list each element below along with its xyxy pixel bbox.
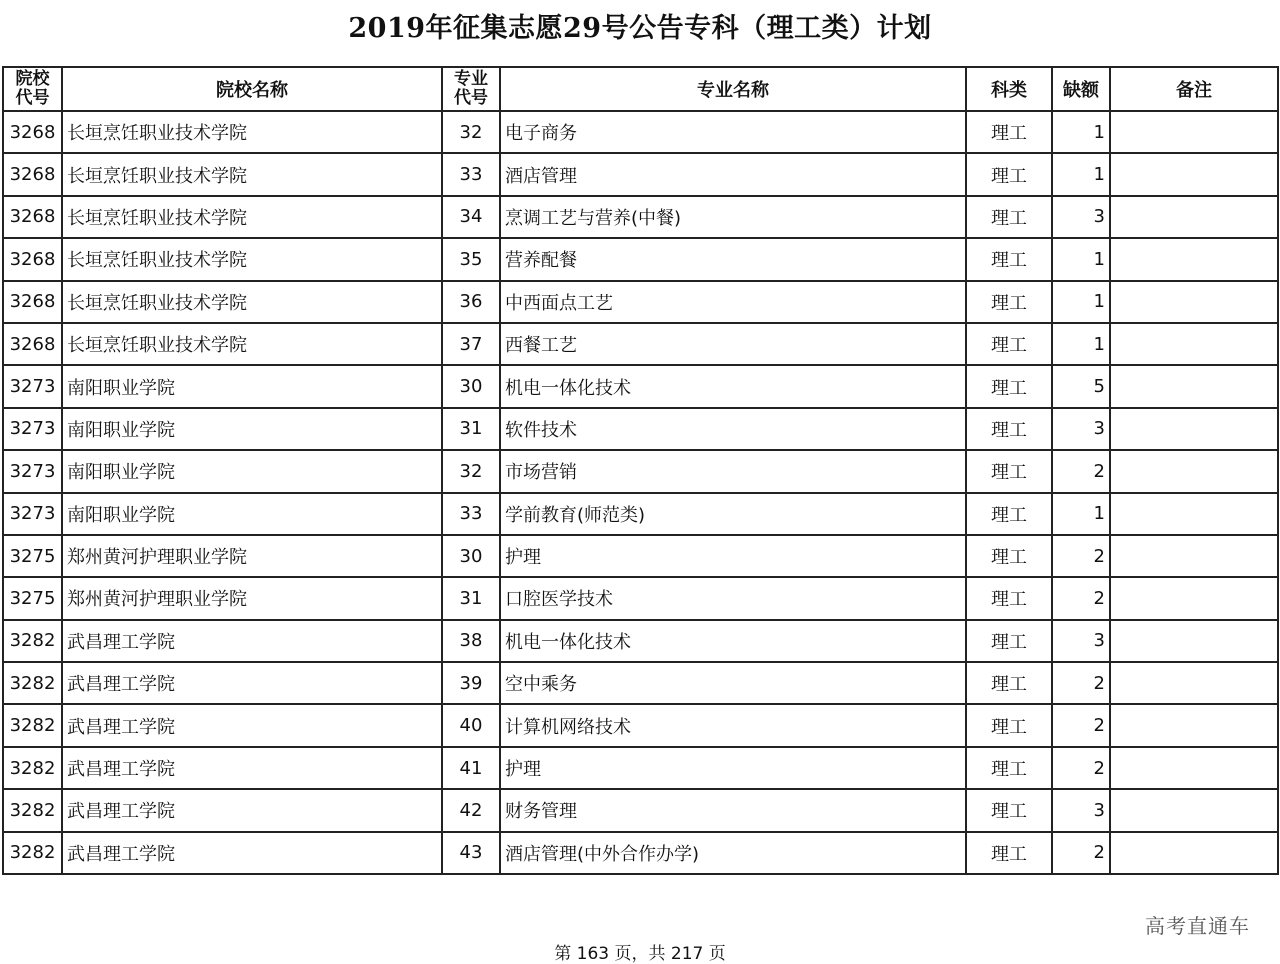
cell-school-name: 南阳职业学院 bbox=[62, 493, 442, 535]
cell-remarks bbox=[1110, 577, 1278, 619]
cell-school-name: 长垣烹饪职业技术学院 bbox=[62, 196, 442, 238]
cell-major-name: 软件技术 bbox=[500, 408, 966, 450]
cell-remarks bbox=[1110, 747, 1278, 789]
cell-category: 理工 bbox=[966, 747, 1052, 789]
cell-remarks bbox=[1110, 535, 1278, 577]
cell-category: 理工 bbox=[966, 111, 1052, 153]
cell-quota: 1 bbox=[1052, 111, 1110, 153]
cell-quota: 2 bbox=[1052, 747, 1110, 789]
cell-quota: 1 bbox=[1052, 493, 1110, 535]
cell-school-code: 3282 bbox=[3, 620, 62, 662]
cell-quota: 3 bbox=[1052, 196, 1110, 238]
admission-plan-table bbox=[2, 66, 1279, 875]
table-row bbox=[3, 450, 1278, 492]
cell-school-code: 3282 bbox=[3, 747, 62, 789]
cell-quota: 3 bbox=[1052, 408, 1110, 450]
cell-school-name: 郑州黄河护理职业学院 bbox=[62, 535, 442, 577]
cell-quota: 2 bbox=[1052, 662, 1110, 704]
cell-school-code: 3268 bbox=[3, 238, 62, 280]
table-row bbox=[3, 408, 1278, 450]
cell-school-name: 武昌理工学院 bbox=[62, 789, 442, 831]
cell-school-name: 南阳职业学院 bbox=[62, 450, 442, 492]
table-row bbox=[3, 704, 1278, 746]
cell-major-name: 市场营销 bbox=[500, 450, 966, 492]
cell-category: 理工 bbox=[966, 238, 1052, 280]
cell-major-name: 酒店管理 bbox=[500, 153, 966, 195]
cell-major-code: 34 bbox=[442, 196, 500, 238]
cell-major-code: 32 bbox=[442, 450, 500, 492]
cell-major-code: 30 bbox=[442, 535, 500, 577]
header-major-name: 专业名称 bbox=[500, 67, 966, 111]
cell-category: 理工 bbox=[966, 577, 1052, 619]
cell-remarks bbox=[1110, 153, 1278, 195]
cell-remarks bbox=[1110, 493, 1278, 535]
table-row bbox=[3, 238, 1278, 280]
cell-school-code: 3268 bbox=[3, 111, 62, 153]
header-major-code-line2: 代号 bbox=[454, 88, 488, 108]
table-row bbox=[3, 323, 1278, 365]
cell-category: 理工 bbox=[966, 535, 1052, 577]
table-row bbox=[3, 832, 1278, 874]
table-row bbox=[3, 620, 1278, 662]
cell-school-name: 长垣烹饪职业技术学院 bbox=[62, 111, 442, 153]
table-row bbox=[3, 196, 1278, 238]
cell-school-name: 长垣烹饪职业技术学院 bbox=[62, 238, 442, 280]
cell-major-code: 40 bbox=[442, 704, 500, 746]
header-school-code-line1: 院校 bbox=[15, 69, 50, 89]
cell-school-name: 武昌理工学院 bbox=[62, 620, 442, 662]
cell-remarks bbox=[1110, 704, 1278, 746]
cell-major-code: 33 bbox=[442, 153, 500, 195]
cell-remarks bbox=[1110, 365, 1278, 407]
table-row bbox=[3, 535, 1278, 577]
cell-category: 理工 bbox=[966, 153, 1052, 195]
cell-category: 理工 bbox=[966, 832, 1052, 874]
table-row bbox=[3, 111, 1278, 153]
cell-major-code: 33 bbox=[442, 493, 500, 535]
cell-major-name: 护理 bbox=[500, 535, 966, 577]
cell-major-name: 护理 bbox=[500, 747, 966, 789]
cell-school-code: 3273 bbox=[3, 408, 62, 450]
cell-school-code: 3282 bbox=[3, 789, 62, 831]
table-row bbox=[3, 662, 1278, 704]
cell-major-name: 口腔医学技术 bbox=[500, 577, 966, 619]
cell-major-code: 42 bbox=[442, 789, 500, 831]
cell-school-name: 武昌理工学院 bbox=[62, 662, 442, 704]
header-school-code-line2: 代号 bbox=[15, 88, 50, 108]
cell-category: 理工 bbox=[966, 365, 1052, 407]
cell-major-code: 36 bbox=[442, 281, 500, 323]
cell-major-code: 43 bbox=[442, 832, 500, 874]
cell-major-name: 电子商务 bbox=[500, 111, 966, 153]
cell-school-code: 3268 bbox=[3, 323, 62, 365]
cell-school-name: 郑州黄河护理职业学院 bbox=[62, 577, 442, 619]
cell-category: 理工 bbox=[966, 704, 1052, 746]
cell-major-name: 机电一体化技术 bbox=[500, 620, 966, 662]
cell-school-name: 长垣烹饪职业技术学院 bbox=[62, 153, 442, 195]
page-title: 2019年征集志愿29号公告专科（理工类）计划 bbox=[348, 13, 932, 44]
cell-major-code: 39 bbox=[442, 662, 500, 704]
table-row bbox=[3, 281, 1278, 323]
cell-major-name: 西餐工艺 bbox=[500, 323, 966, 365]
cell-category: 理工 bbox=[966, 620, 1052, 662]
cell-school-name: 武昌理工学院 bbox=[62, 747, 442, 789]
cell-major-code: 35 bbox=[442, 238, 500, 280]
cell-school-code: 3275 bbox=[3, 577, 62, 619]
cell-school-code: 3268 bbox=[3, 196, 62, 238]
cell-remarks bbox=[1110, 323, 1278, 365]
cell-quota: 1 bbox=[1052, 238, 1110, 280]
cell-quota: 5 bbox=[1052, 365, 1110, 407]
cell-major-code: 30 bbox=[442, 365, 500, 407]
table-row bbox=[3, 577, 1278, 619]
cell-school-code: 3273 bbox=[3, 450, 62, 492]
cell-remarks bbox=[1110, 111, 1278, 153]
cell-major-code: 31 bbox=[442, 577, 500, 619]
cell-category: 理工 bbox=[966, 281, 1052, 323]
cell-remarks bbox=[1110, 196, 1278, 238]
cell-school-code: 3282 bbox=[3, 662, 62, 704]
cell-school-code: 3273 bbox=[3, 365, 62, 407]
header-major-code bbox=[442, 67, 500, 111]
cell-major-name: 财务管理 bbox=[500, 789, 966, 831]
header-major-code-line1: 专业 bbox=[454, 69, 488, 89]
cell-category: 理工 bbox=[966, 323, 1052, 365]
cell-school-code: 3273 bbox=[3, 493, 62, 535]
cell-major-code: 32 bbox=[442, 111, 500, 153]
cell-remarks bbox=[1110, 620, 1278, 662]
cell-category: 理工 bbox=[966, 662, 1052, 704]
table-row bbox=[3, 365, 1278, 407]
cell-quota: 1 bbox=[1052, 281, 1110, 323]
table-row bbox=[3, 153, 1278, 195]
cell-quota: 2 bbox=[1052, 577, 1110, 619]
cell-quota: 1 bbox=[1052, 153, 1110, 195]
cell-school-code: 3268 bbox=[3, 153, 62, 195]
table-row bbox=[3, 789, 1278, 831]
cell-major-name: 计算机网络技术 bbox=[500, 704, 966, 746]
cell-major-name: 酒店管理(中外合作办学) bbox=[500, 832, 966, 874]
cell-major-code: 38 bbox=[442, 620, 500, 662]
cell-school-code: 3268 bbox=[3, 281, 62, 323]
cell-quota: 3 bbox=[1052, 789, 1110, 831]
table-row bbox=[3, 747, 1278, 789]
cell-major-name: 空中乘务 bbox=[500, 662, 966, 704]
cell-school-name: 武昌理工学院 bbox=[62, 832, 442, 874]
cell-remarks bbox=[1110, 832, 1278, 874]
cell-quota: 2 bbox=[1052, 832, 1110, 874]
cell-major-name: 营养配餐 bbox=[500, 238, 966, 280]
header-school-name: 院校名称 bbox=[62, 67, 442, 111]
cell-category: 理工 bbox=[966, 196, 1052, 238]
cell-major-name: 学前教育(师范类) bbox=[500, 493, 966, 535]
cell-quota: 2 bbox=[1052, 450, 1110, 492]
header-school-code bbox=[3, 67, 62, 111]
cell-remarks bbox=[1110, 238, 1278, 280]
header-category: 科类 bbox=[966, 67, 1052, 111]
cell-school-code: 3282 bbox=[3, 704, 62, 746]
page-footer: 第 163 页，共 217 页 bbox=[554, 944, 726, 964]
cell-quota: 2 bbox=[1052, 704, 1110, 746]
cell-school-code: 3282 bbox=[3, 832, 62, 874]
cell-category: 理工 bbox=[966, 493, 1052, 535]
cell-major-code: 41 bbox=[442, 747, 500, 789]
cell-school-name: 长垣烹饪职业技术学院 bbox=[62, 281, 442, 323]
cell-category: 理工 bbox=[966, 789, 1052, 831]
cell-major-name: 中西面点工艺 bbox=[500, 281, 966, 323]
cell-major-name: 机电一体化技术 bbox=[500, 365, 966, 407]
cell-school-name: 南阳职业学院 bbox=[62, 365, 442, 407]
cell-category: 理工 bbox=[966, 408, 1052, 450]
cell-remarks bbox=[1110, 408, 1278, 450]
table-row bbox=[3, 493, 1278, 535]
cell-quota: 1 bbox=[1052, 323, 1110, 365]
cell-school-name: 长垣烹饪职业技术学院 bbox=[62, 323, 442, 365]
cell-school-name: 武昌理工学院 bbox=[62, 704, 442, 746]
cell-category: 理工 bbox=[966, 450, 1052, 492]
cell-remarks bbox=[1110, 281, 1278, 323]
cell-major-name: 烹调工艺与营养(中餐) bbox=[500, 196, 966, 238]
cell-school-name: 南阳职业学院 bbox=[62, 408, 442, 450]
cell-quota: 2 bbox=[1052, 535, 1110, 577]
cell-remarks bbox=[1110, 662, 1278, 704]
watermark: 高考直通车 bbox=[1145, 914, 1250, 938]
cell-major-code: 31 bbox=[442, 408, 500, 450]
cell-remarks bbox=[1110, 450, 1278, 492]
cell-remarks bbox=[1110, 789, 1278, 831]
header-remarks: 备注 bbox=[1110, 67, 1278, 111]
cell-quota: 3 bbox=[1052, 620, 1110, 662]
header-quota: 缺额 bbox=[1052, 67, 1110, 111]
table-header-row bbox=[3, 67, 1278, 111]
cell-major-code: 37 bbox=[442, 323, 500, 365]
cell-school-code: 3275 bbox=[3, 535, 62, 577]
